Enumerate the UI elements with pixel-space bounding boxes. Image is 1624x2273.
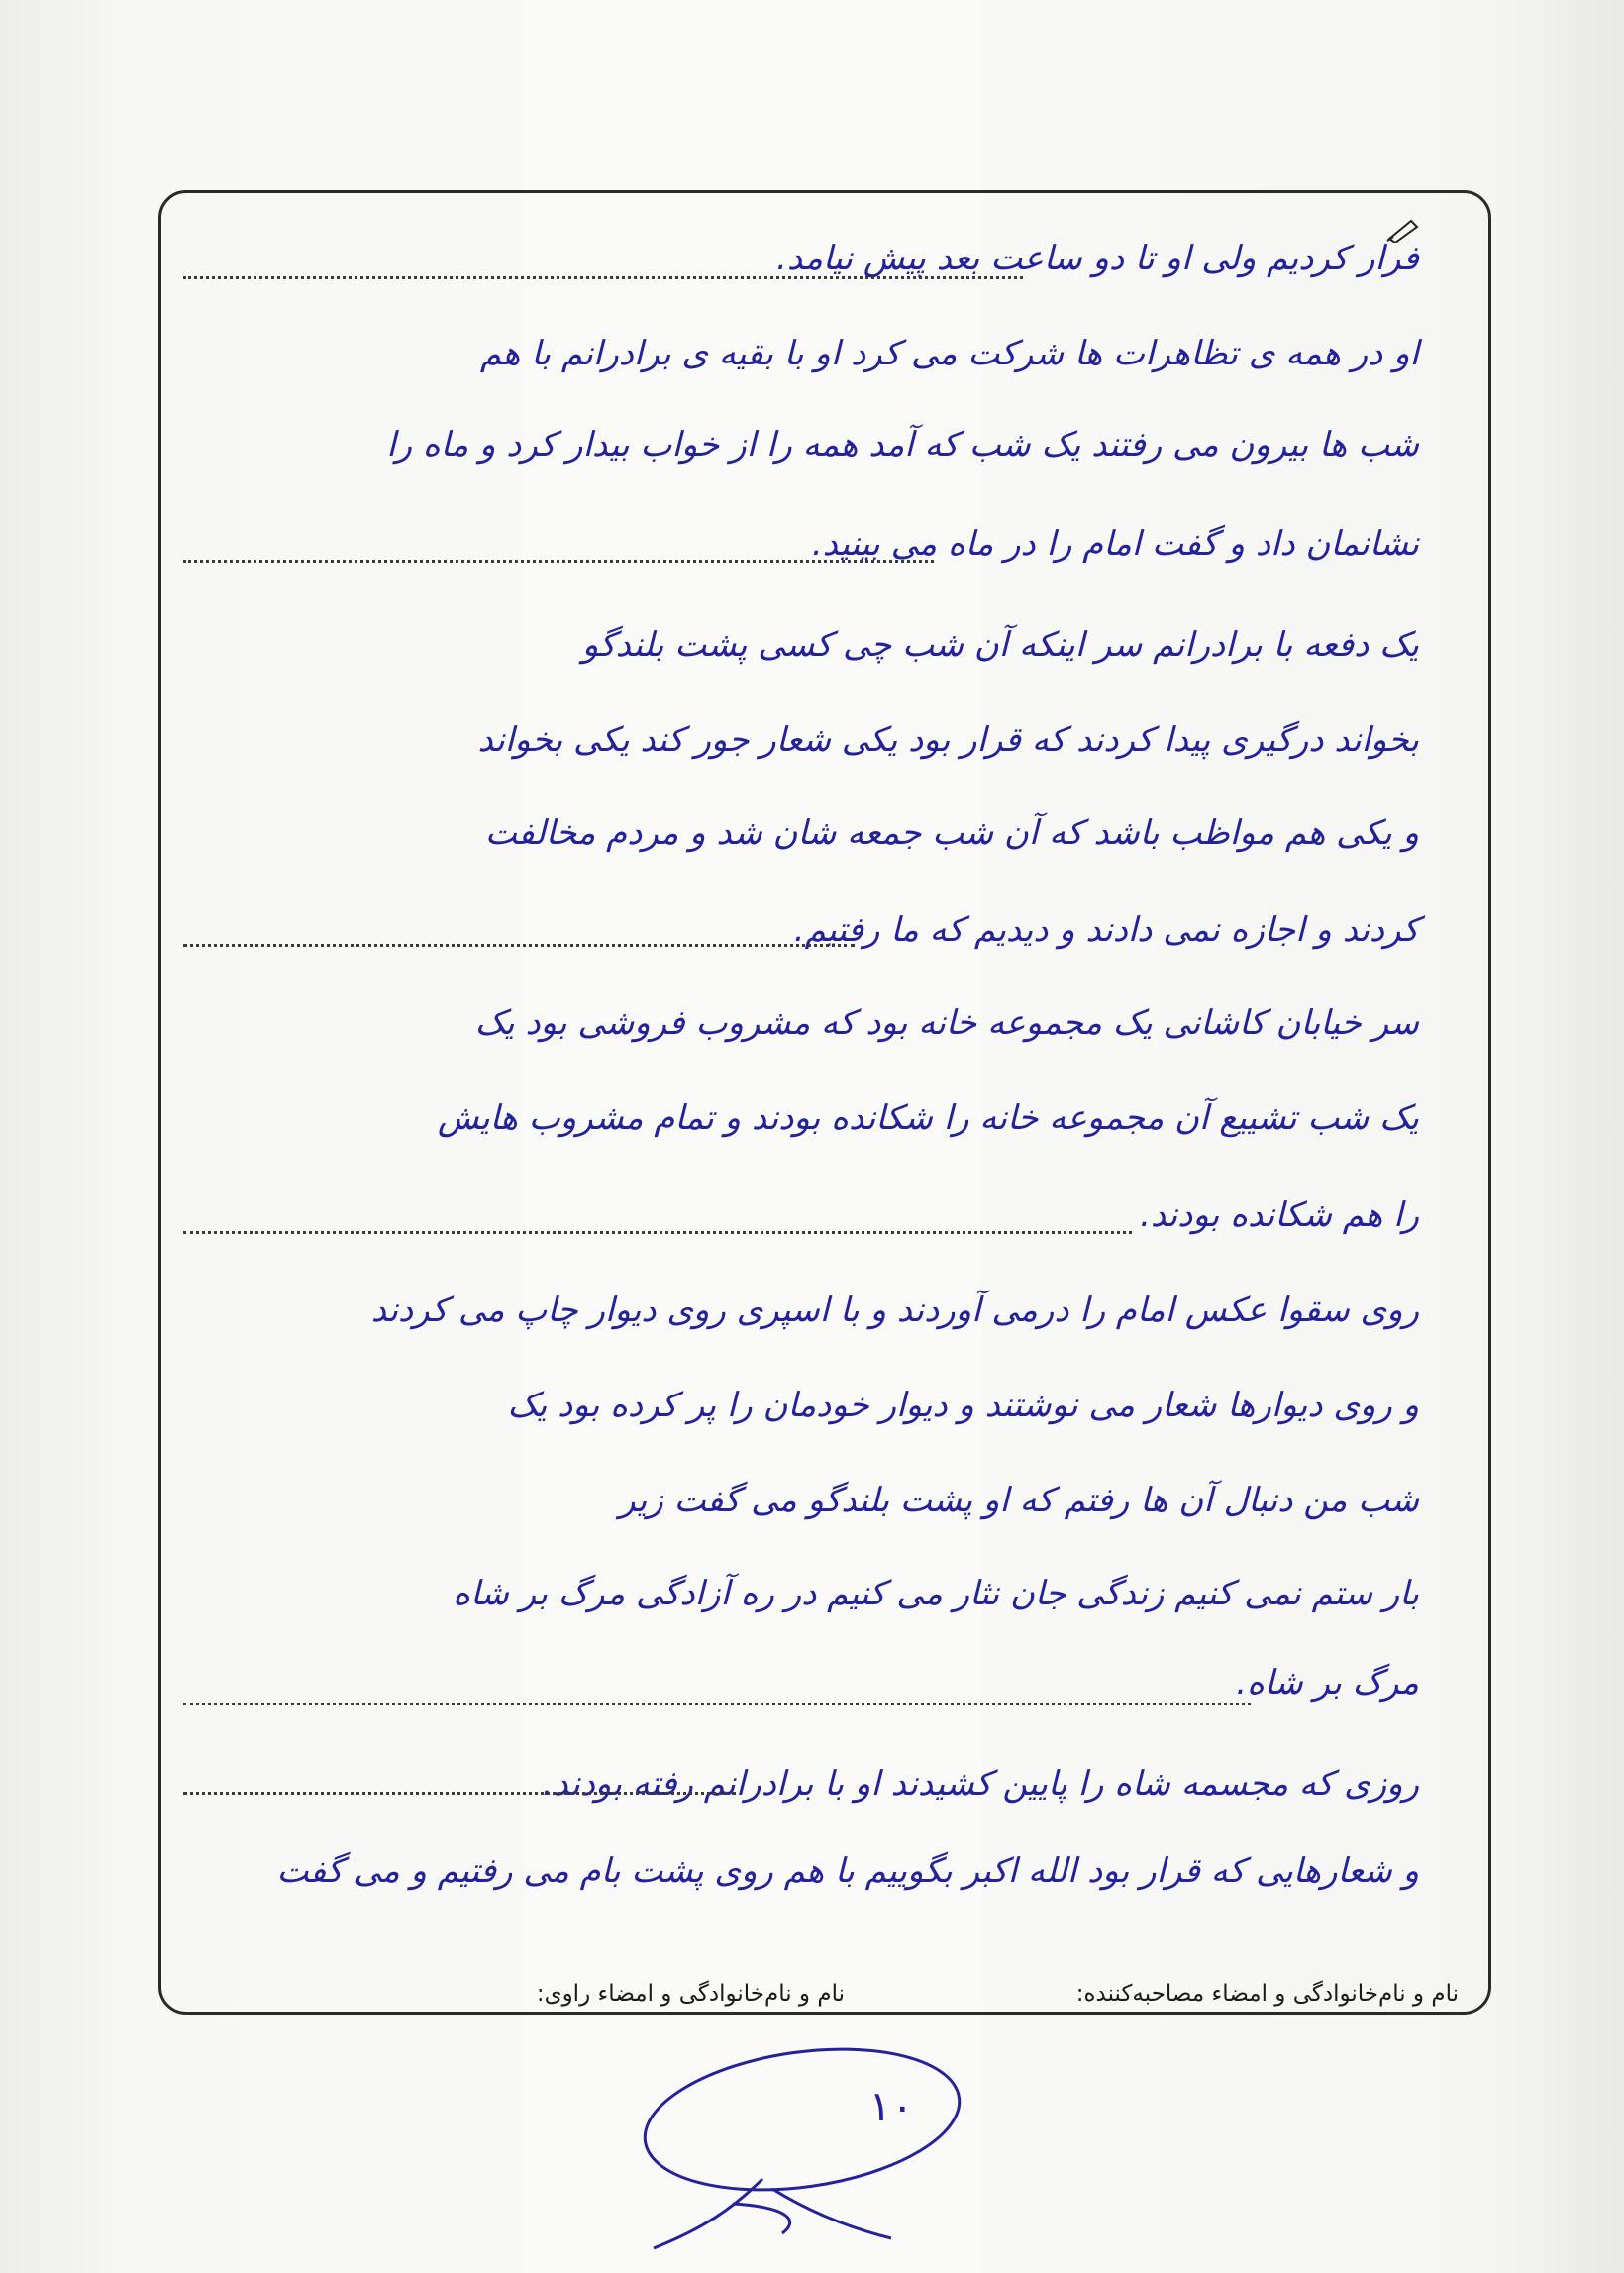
text-line: و روی دیوارها شعار می نوشتند و دیوار خودمان را پر کرده بود یک — [507, 1386, 1419, 1425]
text-line: بخواند درگیری پیدا کردند که قرار بود یکی شعار جور کند یکی بخواند — [477, 720, 1419, 760]
page-number: ۱۰ — [868, 2082, 914, 2130]
text-line: کردند و اجازه نمی دادند و دیدیم که ما رفتیم. — [793, 910, 1419, 950]
text-line: بار ستم نمی کنیم زندگی جان نثار می کنیم در ره آزادگی مرگ بر شاه — [453, 1574, 1419, 1613]
text-line: و یکی هم مواظب باشد که آن شب جمعه شان شد و مردم مخالفت — [484, 813, 1419, 853]
text-line: روزی که مجسمه شاه را پایین کشیدند او با برادرانم رفته بودند. — [542, 1764, 1419, 1804]
form-footer — [197, 1981, 1459, 2020]
text-line: نشانمان داد و گفت امام را در ماه می بینید. — [811, 524, 1419, 564]
text-line: شب ها بیرون می رفتند یک شب که آمد همه را از خواب بیدار کرد و ماه را — [386, 425, 1419, 465]
signature-scribble — [555, 2040, 1010, 2268]
text-line: فرار کردیم ولی او تا دو ساعت بعد پیش نیامد. — [776, 239, 1419, 278]
dotted-rule — [183, 1231, 1132, 1234]
interviewer-label: نام و نام‌خانوادگی و امضاء مصاحبه‌کننده: — [1075, 1981, 1459, 2007]
dotted-rule — [183, 276, 1023, 279]
text-line: او در همه ی تظاهرات ها شرکت می کرد او با بقیه ی برادرانم با هم — [479, 334, 1419, 373]
text-line: روی سقوا عکس امام را درمی آوردند و با اسپری روی دیوار چاپ می کردند — [370, 1291, 1419, 1330]
text-line: و شعارهایی که قرار بود الله اکبر بگوییم با هم روی پشت بام می رفتیم و می گفت — [276, 1851, 1419, 1891]
text-line: شب من دنبال آن ها رفتم که او پشت بلندگو می گفت زیر — [619, 1481, 1419, 1520]
dotted-rule — [183, 560, 934, 563]
text-line: یک شب تشییع آن مجموعه خانه را شکانده بودند و تمام مشروب هایش — [437, 1098, 1419, 1138]
dotted-rule — [183, 1703, 1251, 1705]
text-line: را هم شکانده بودند. — [1140, 1195, 1419, 1235]
dotted-rule — [183, 1792, 736, 1795]
page-frame — [158, 190, 1491, 2015]
narrator-label: نام و نام‌خانوادگی و امضاء راوی: — [536, 1981, 845, 2007]
text-line: یک دفعه با برادرانم سر اینکه آن شب چی کسی پشت بلندگو — [581, 625, 1419, 665]
dotted-rule — [183, 944, 855, 947]
text-line: مرگ بر شاه. — [1236, 1663, 1419, 1703]
text-line: سر خیابان کاشانی یک مجموعه خانه بود که مشروب فروشی بود یک — [474, 1003, 1419, 1043]
